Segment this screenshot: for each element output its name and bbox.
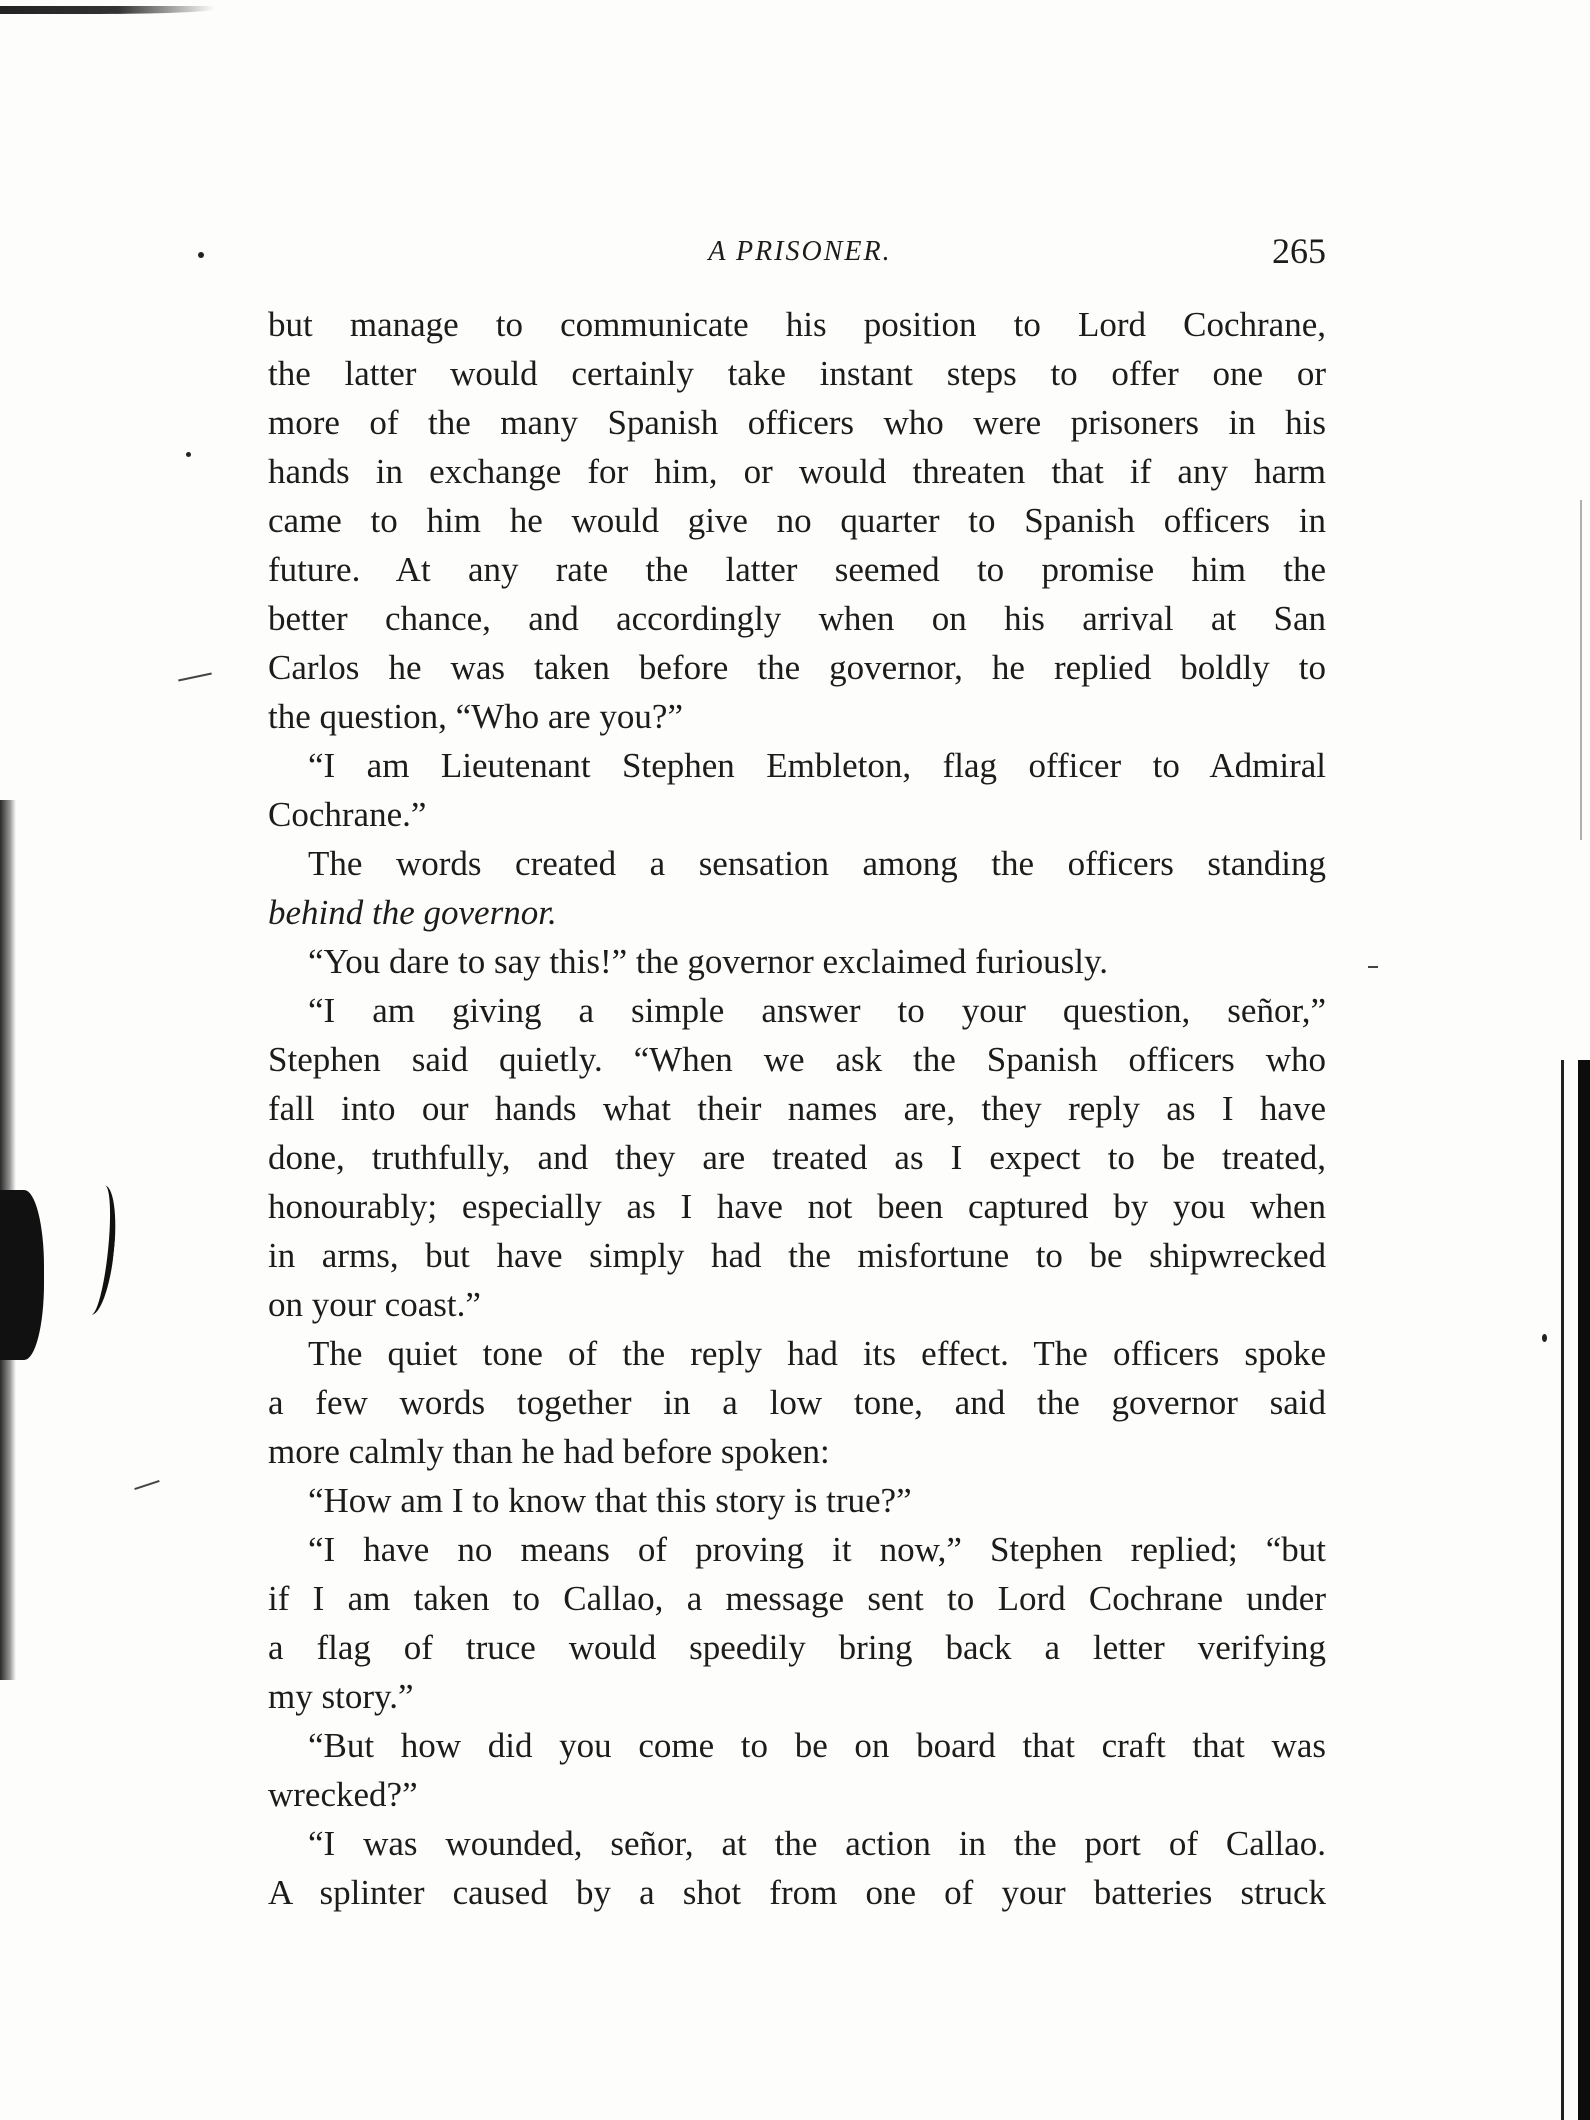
running-head xyxy=(274,231,1326,280)
running-title: A PRISONER. xyxy=(708,236,892,267)
scan-speck xyxy=(198,252,204,258)
text-line: A splinter caused by a shot from one of your batteries struck xyxy=(268,1873,1326,1912)
text-line: “I was wounded, señor, at the action in the port of Callao. xyxy=(308,1824,1326,1863)
scan-dash xyxy=(134,1480,159,1490)
text-line: honourably; especially as I have not been captured by you when xyxy=(268,1187,1326,1226)
text-line: The quiet tone of the reply had its effect. The officers spoke xyxy=(308,1334,1326,1373)
scan-edge-line-right xyxy=(1561,1060,1564,2120)
scan-speck xyxy=(1542,1334,1547,1342)
text-line: behind the governor. xyxy=(268,893,557,932)
text-line: on your coast.” xyxy=(268,1285,481,1324)
text-line: Cochrane.” xyxy=(268,795,427,834)
text-line: “You dare to say this!” the governor exclaimed furiously. xyxy=(308,942,1108,981)
page-number: 265 xyxy=(1272,231,1326,271)
text-line: “But how did you come to be on board that craft that was xyxy=(308,1726,1326,1765)
text-line: but manage to communicate his position to Lord Cochrane, xyxy=(268,305,1326,344)
scan-edge-shadow-right xyxy=(1578,1060,1590,2120)
text-line: “I am giving a simple answer to your question, señor,” xyxy=(308,991,1326,1030)
text-line: wrecked?” xyxy=(268,1775,418,1814)
text-line: the latter would certainly take instant steps to offer one or xyxy=(268,354,1326,393)
text-line: fall into our hands what their names are, they reply as I have xyxy=(268,1089,1326,1128)
text-line: Carlos he was taken before the governor, he replied boldly to xyxy=(268,648,1326,687)
text-line: done, truthfully, and they are treated as I expect to be treated, xyxy=(268,1138,1326,1177)
text-line: hands in exchange for him, or would threaten that if any harm xyxy=(268,452,1326,491)
text-line: more calmly than he had before spoken: xyxy=(268,1432,830,1471)
body-text xyxy=(268,300,1326,1917)
text-line: the question, “Who are you?” xyxy=(268,697,683,736)
text-line: “I have no means of proving it now,” Stephen replied; “but xyxy=(308,1530,1326,1569)
scan-edge-line-right-upper xyxy=(1580,500,1582,840)
scan-speck xyxy=(186,452,191,457)
text-line: better chance, and accordingly when on his arrival at San xyxy=(268,599,1326,638)
text-line: “How am I to know that this story is true?” xyxy=(308,1481,912,1520)
scan-mark-left xyxy=(75,1184,120,1317)
scan-dash xyxy=(178,672,212,681)
text-line: The words created a sensation among the officers standing xyxy=(308,844,1326,883)
text-line: future. At any rate the latter seemed to promise him the xyxy=(268,550,1326,589)
text-line: Stephen said quietly. “When we ask the Spanish officers who xyxy=(268,1040,1326,1079)
text-line: “I am Lieutenant Stephen Embleton, flag officer to Admiral xyxy=(308,746,1326,785)
text-line: a flag of truce would speedily bring back a letter verifying xyxy=(268,1628,1326,1667)
text-line: came to him he would give no quarter to Spanish officers in xyxy=(268,501,1326,540)
scan-ink-blot-left xyxy=(0,1190,44,1360)
text-line: in arms, but have simply had the misfortune to be shipwrecked xyxy=(268,1236,1326,1275)
text-line: if I am taken to Callao, a message sent to Lord Cochrane under xyxy=(268,1579,1326,1618)
text-line: a few words together in a low tone, and the governor said xyxy=(268,1383,1326,1422)
scan-dash xyxy=(1368,966,1378,968)
scan-smudge-top xyxy=(0,6,215,14)
text-line: my story.” xyxy=(268,1677,414,1716)
text-line: more of the many Spanish officers who were prisoners in his xyxy=(268,403,1326,442)
